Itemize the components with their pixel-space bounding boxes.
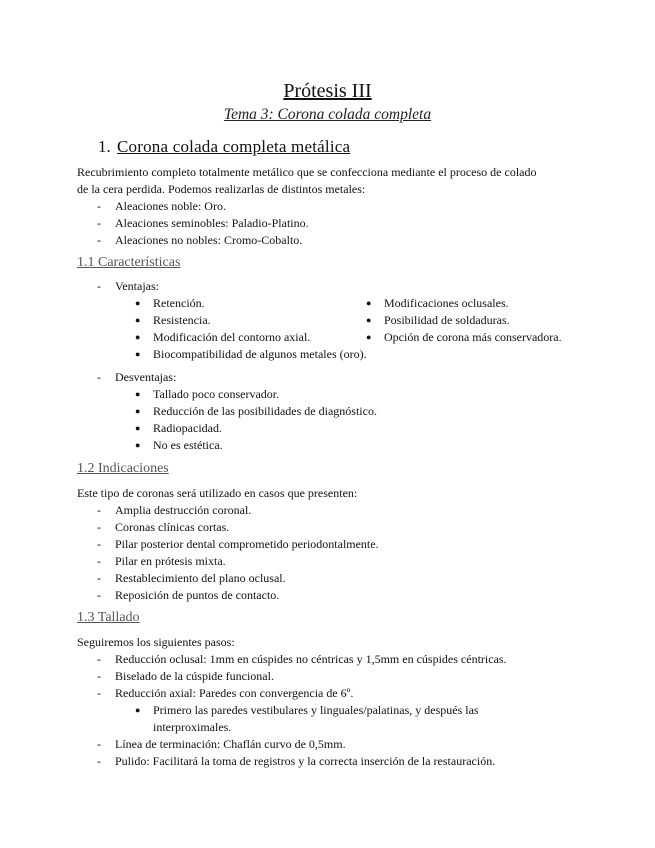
list-item-text: Aleaciones noble: Oro. [115, 199, 226, 213]
list-item-text: Primero las paredes vestibulares y linguales/palatinas, y después las [153, 703, 479, 717]
dash-marker: - [97, 737, 101, 751]
bullet-marker: ● [135, 423, 141, 433]
document-subtitle: Tema 3: Corona colada completa [223, 106, 432, 123]
section-1-1-heading: 1.1 Características [77, 255, 181, 270]
section-1-title: Corona colada completa metálica [117, 137, 351, 156]
dash-marker: - [97, 279, 101, 293]
dash-marker: - [97, 370, 101, 384]
bullet-marker: ● [366, 315, 372, 325]
section-1-2-heading: 1.2 Indicaciones [77, 461, 169, 476]
dash-marker: - [97, 571, 101, 585]
dash-marker: - [97, 754, 101, 768]
ventajas-label-text: Ventajas: [115, 279, 159, 293]
list-item-text: Posibilidad de soldaduras. [384, 313, 510, 327]
desventajas-label-text: Desventajas: [115, 370, 177, 384]
list-item-text: Pilar en prótesis mixta. [115, 554, 226, 568]
document-title: Prótesis III [283, 80, 372, 102]
list-item-text: Aleaciones no nobles: Cromo-Cobalto. [115, 233, 303, 247]
list-item-text: Radiopacidad. [153, 421, 222, 435]
bullet-marker: ● [135, 406, 141, 416]
list-item-text: Aleaciones seminobles: Paladio-Platino. [115, 216, 309, 230]
list-item-text: Retención. [153, 296, 205, 310]
bullet-marker: ● [135, 349, 141, 359]
list-item-text: Modificación del contorno axial. [153, 330, 311, 344]
list-item-text: Opción de corona más conservadora. [384, 330, 562, 344]
list-item-text: Pilar posterior dental comprometido periodontalmente. [115, 537, 379, 551]
section-1-3-intro: Seguiremos los siguientes pasos: [77, 635, 235, 649]
bullet-marker: ● [135, 332, 141, 342]
dash-marker: - [97, 652, 101, 666]
dash-marker: - [97, 588, 101, 602]
list-item-text: Reposición de puntos de contacto. [115, 588, 280, 602]
bullet-marker: ● [135, 315, 141, 325]
section-1-3-heading: 1.3 Tallado [77, 610, 140, 625]
list-item-text: Biocompatibilidad de algunos metales (oro). [153, 347, 367, 361]
bullet-marker: ● [135, 298, 141, 308]
list-item-text: Reducción de las posibilidades de diagnóstico. [153, 404, 377, 418]
list-item-text: Resistencia. [153, 313, 211, 327]
list-item-text: Reducción oclusal: 1mm en cúspides no céntricas y 1,5mm en cúspides céntricas. [115, 652, 507, 666]
dash-marker: - [97, 233, 101, 247]
list-item-text: Modificaciones oclusales. [384, 296, 509, 310]
section-1-number: 1. [98, 137, 111, 156]
section-1-intro-line-1: Recubrimiento completo totalmente metálico que se confecciona mediante el proceso de colado [77, 165, 537, 179]
bullet-marker: ● [366, 332, 372, 342]
section-1-intro-line-2: de la cera perdida. Podemos realizarlas de distintos metales: [77, 182, 366, 196]
list-item-text: Reducción axial: Paredes con convergencia de 6º. [115, 686, 354, 700]
bullet-marker: ● [135, 389, 141, 399]
dash-marker: - [97, 537, 101, 551]
list-item-text: No es estética. [153, 438, 223, 452]
dash-marker: - [97, 686, 101, 700]
dash-marker: - [97, 199, 101, 213]
dash-marker: - [97, 554, 101, 568]
list-item-text: Coronas clínicas cortas. [115, 520, 230, 534]
bullet-marker: ● [366, 298, 372, 308]
list-item-text: interproximales. [153, 720, 232, 734]
dash-marker: - [97, 503, 101, 517]
bullet-marker: ● [135, 705, 141, 715]
list-item-text: Tallado poco conservador. [153, 387, 280, 401]
list-item-text: Línea de terminación: Chaflán curvo de 0,5mm. [115, 737, 346, 751]
bullet-marker: ● [135, 440, 141, 450]
dash-marker: - [97, 216, 101, 230]
list-item-text: Biselado de la cúspide funcional. [115, 669, 274, 683]
list-item-text: Amplia destrucción coronal. [115, 503, 252, 517]
dash-marker: - [97, 520, 101, 534]
list-item-text: Restablecimiento del plano oclusal. [115, 571, 286, 585]
dash-marker: - [97, 669, 101, 683]
section-1-2-intro: Este tipo de coronas será utilizado en casos que presenten: [77, 486, 358, 500]
list-item-text: Pulido: Facilitará la toma de registros y la correcta inserción de la restauración. [115, 754, 496, 768]
